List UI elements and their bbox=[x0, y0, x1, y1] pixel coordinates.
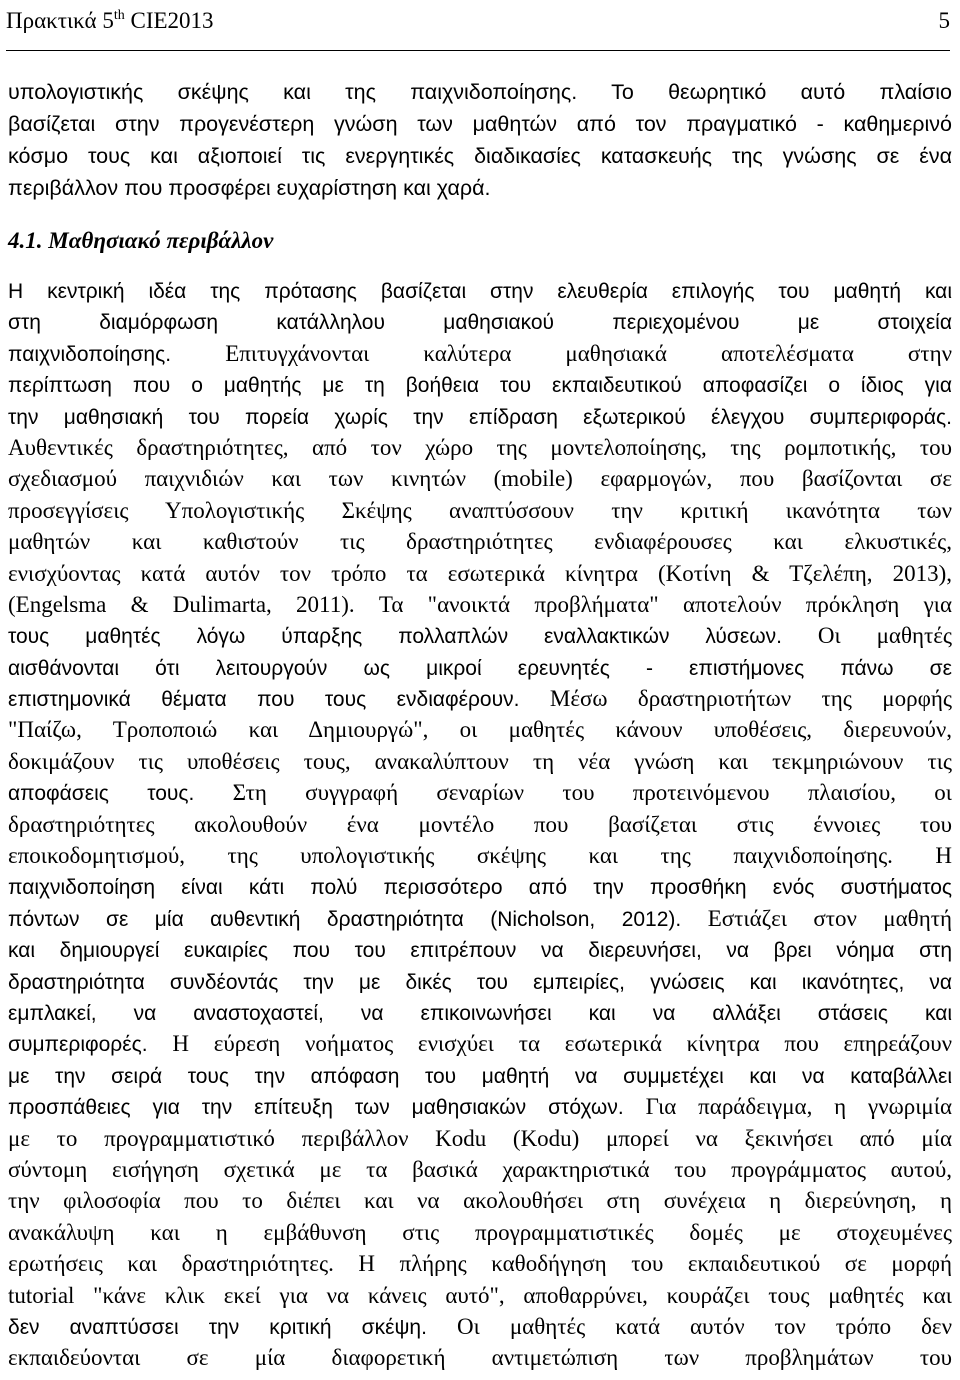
text-line bbox=[8, 714, 952, 745]
text-segment: "Παίζω, Τροποποιώ και Δημιουργώ", οι μαθητές κάνουν υποθέσεις, διερευνούν, bbox=[8, 717, 952, 743]
header-title-superscript: th bbox=[113, 8, 125, 23]
text-segment: σύντομη εισήγηση σχετικά με τα βασικά χαρακτηριστικά του προγράμματος αυτού, bbox=[8, 1156, 952, 1182]
text-line bbox=[8, 1248, 952, 1279]
text-line bbox=[8, 777, 952, 808]
text-segment: αποφάσεις τους. bbox=[8, 782, 233, 806]
text-line bbox=[8, 495, 952, 526]
text-segment: Η κεντρική ιδέα της πρότασης βασίζεται στην ελευθερία επιλογής του μαθητή και bbox=[8, 280, 952, 303]
text-segment: με την σειρά τους την απόφαση του μαθητή να συμμετέχει και να καταβάλλει bbox=[8, 1064, 952, 1088]
text-line bbox=[8, 432, 952, 463]
text-line bbox=[8, 652, 952, 683]
text-segment: Για παράδειγμα, η γνωριμία bbox=[645, 1094, 952, 1120]
text-line bbox=[8, 306, 952, 337]
text-segment: την μαθησιακή του πορεία χωρίς την επίδραση εξωτερικού έλεγχου συμπεριφοράς. bbox=[8, 405, 952, 429]
text-line bbox=[8, 1342, 952, 1373]
text-segment: πόντων σε μία αυθεντική δραστηριότητα (Nicholson, 2012). bbox=[8, 907, 708, 931]
text-line bbox=[8, 809, 952, 840]
text-segment: μαθητών και καθιστούν τις δραστηριότητες ενδιαφέρουσες και ελκυστικές, bbox=[8, 529, 952, 555]
text-line bbox=[8, 1154, 952, 1185]
page-header bbox=[6, 0, 950, 51]
text-line bbox=[8, 1280, 952, 1311]
text-segment: δεν αναπτύσσει την κριτική σκέψη. bbox=[8, 1315, 458, 1339]
header-proceedings-title bbox=[6, 8, 214, 34]
text-line bbox=[8, 746, 952, 777]
header-title-suffix: CIE2013 bbox=[124, 8, 214, 33]
text-segment: Μέσω δραστηριοτήτων της μορφής bbox=[549, 686, 952, 712]
text-line bbox=[8, 1185, 952, 1216]
text-segment: ανακάλυψη και η εμβάθυνση στις προγραμματιστικές δομές με στοχευμένες bbox=[8, 1219, 952, 1245]
text-segment: σχεδιασμού παιχνιδιών και των κινητών (mobile) εφαρμογών, που βασίζονται σε bbox=[8, 466, 952, 492]
text-segment: και δημιουργεί ευκαιρίες που του επιτρέπουν να διερευνήσει, να βρει νόημα στη bbox=[8, 939, 952, 963]
text-line bbox=[8, 1091, 952, 1122]
text-line bbox=[8, 275, 952, 306]
text-line bbox=[8, 1311, 952, 1342]
text-segment: τους μαθητές λόγω ύπαρξης πολλαπλών εναλλακτικών λύσεων. bbox=[8, 625, 818, 649]
text-line bbox=[8, 683, 952, 714]
text-segment: προσπάθειες για την επίτευξη των μαθησιακών στόχων. bbox=[8, 1096, 646, 1120]
text-segment: Οι μαθητές κατά αυτόν τον τρόπο δεν bbox=[457, 1313, 952, 1339]
text-line bbox=[8, 1123, 952, 1154]
text-segment: με το προγραμματιστικό περιβάλλον Kodu (Kodu) μπορεί να ξεκινήσει από μία bbox=[8, 1125, 952, 1151]
text-segment: στη διαμόρφωση κατάλληλου μαθησιακού περιεχομένου με στοιχεία bbox=[8, 311, 952, 335]
text-line: περιβάλλον που προσφέρει ευχαρίστηση και χαρά. bbox=[8, 176, 491, 200]
text-line bbox=[8, 558, 952, 589]
text-segment: δραστηριότητες ακολουθούν ένα μοντέλο που βασίζεται στις έννοιες του bbox=[8, 811, 952, 837]
header-title-prefix: Πρακτικά 5 bbox=[6, 8, 114, 33]
section-heading: 4.1. Μαθησιακό περιβάλλον bbox=[8, 228, 274, 253]
text-segment: Στη συγγραφή σεναρίων του προτεινόμενου πλαισίου, οι bbox=[232, 780, 952, 806]
text-segment: περίπτωση που ο μαθητής με τη βοήθεια του εκπαιδευτικού αποφασίζει ο ίδιος για bbox=[8, 374, 952, 398]
text-line bbox=[8, 463, 952, 494]
text-line: βασίζεται στην προγενέστερη γνώση των μαθητών από τον πραγματικό - καθημερινό bbox=[8, 112, 952, 136]
text-segment: εμπλακεί, να αναστοχαστεί, να επικοινωνήσει και να αλλάξει στάσεις και bbox=[8, 1001, 952, 1025]
body-paragraph bbox=[8, 275, 952, 1374]
text-line bbox=[8, 620, 952, 651]
text-line bbox=[8, 526, 952, 557]
text-segment: την φιλοσοφία που το διέπει και να ακολουθήσει στη συνέχεια η διερεύνηση, η bbox=[8, 1188, 952, 1214]
text-segment: ερωτήσεις και δραστηριότητες. Η πλήρης καθοδήγηση του εκπαιδευτικού σε μορφή bbox=[8, 1251, 952, 1277]
text-segment: εποικοδομητισμού, της υπολογιστικής σκέψης και της παιχνιδοποίησης. Η bbox=[8, 843, 952, 869]
text-segment: δραστηριότητα συνδέοντάς την με δικές του εμπειρίες, γνώσεις και ικανότητες, να bbox=[8, 970, 952, 994]
text-line bbox=[8, 338, 952, 369]
text-segment: επιστημονικά θέματα που τους ενδιαφέρουν. bbox=[8, 688, 550, 712]
text-segment: δοκιμάζουν τις υποθέσεις τους, ανακαλύπτουν τη νέα γνώση και τεκμηριώνουν τις bbox=[8, 748, 952, 774]
text-line bbox=[8, 1060, 952, 1091]
text-segment: Η εύρεση νοήματος ενισχύει τα εσωτερικά κίνητρα που επηρεάζουν bbox=[172, 1031, 952, 1057]
text-segment: Οι μαθητές bbox=[817, 623, 953, 649]
text-line: υπολογιστικής σκέψης και της παιχνιδοποίησης. Το θεωρητικό αυτό πλαίσιο bbox=[8, 80, 952, 104]
text-line bbox=[8, 903, 952, 934]
page-number: 5 bbox=[938, 8, 950, 33]
text-segment: tutorial "κάνε κλικ εκεί για να κάνεις αυτό", αποθαρρύνει, κουράζει τους μαθητές και bbox=[8, 1282, 952, 1308]
text-line bbox=[8, 1028, 952, 1059]
text-line bbox=[8, 401, 952, 432]
text-line bbox=[8, 997, 952, 1028]
text-segment: Αυθεντικές δραστηριότητες, από τον χώρο της μοντελοποίησης, της ρομποτικής, του bbox=[8, 434, 952, 460]
text-line bbox=[8, 840, 952, 871]
text-segment: ενισχύοντας κατά αυτόν τον τρόπο τα εσωτερικά κίνητρα (Κοτίνη & Τζελέπη, 2013), bbox=[8, 560, 952, 586]
text-segment: παιχνιδοποίησης. bbox=[8, 342, 226, 366]
text-segment: Επιτυγχάνονται καλύτερα μαθησιακά αποτελέσματα στην bbox=[225, 340, 952, 366]
text-segment: εκπαιδεύονται σε μία διαφορετική αντιμετώπιση των προβλημάτων του bbox=[8, 1345, 952, 1371]
text-line bbox=[8, 1217, 952, 1248]
intro-paragraph bbox=[8, 76, 952, 204]
text-line bbox=[8, 934, 952, 965]
text-segment: παιχνιδοποίηση είναι κάτι πολύ περισσότερο από την προσθήκη ενός συστήματος bbox=[8, 876, 952, 900]
text-line bbox=[8, 589, 952, 620]
text-line bbox=[8, 871, 952, 902]
text-segment: αισθάνονται ότι λειτουργούν ως μικροί ερευνητές - επιστήμονες πάνω σε bbox=[8, 656, 952, 680]
text-segment: συμπεριφορές. bbox=[8, 1033, 173, 1057]
text-line bbox=[8, 966, 952, 997]
text-line: κόσμο τους και αξιοποιεί τις ενεργητικές διαδικασίες κατασκευής της γνώσης σε ένα bbox=[8, 144, 952, 168]
text-segment: Εστιάζει στον μαθητή bbox=[707, 905, 953, 931]
text-line bbox=[8, 369, 952, 400]
text-segment: (Engelsma & Dulimarta, 2011). Τα "ανοικτά προβλήματα" αποτελούν πρόκληση για bbox=[8, 591, 952, 617]
text-segment: προσεγγίσεις Υπολογιστικής Σκέψης αναπτύσσουν την κριτική ικανότητα των bbox=[8, 497, 952, 523]
